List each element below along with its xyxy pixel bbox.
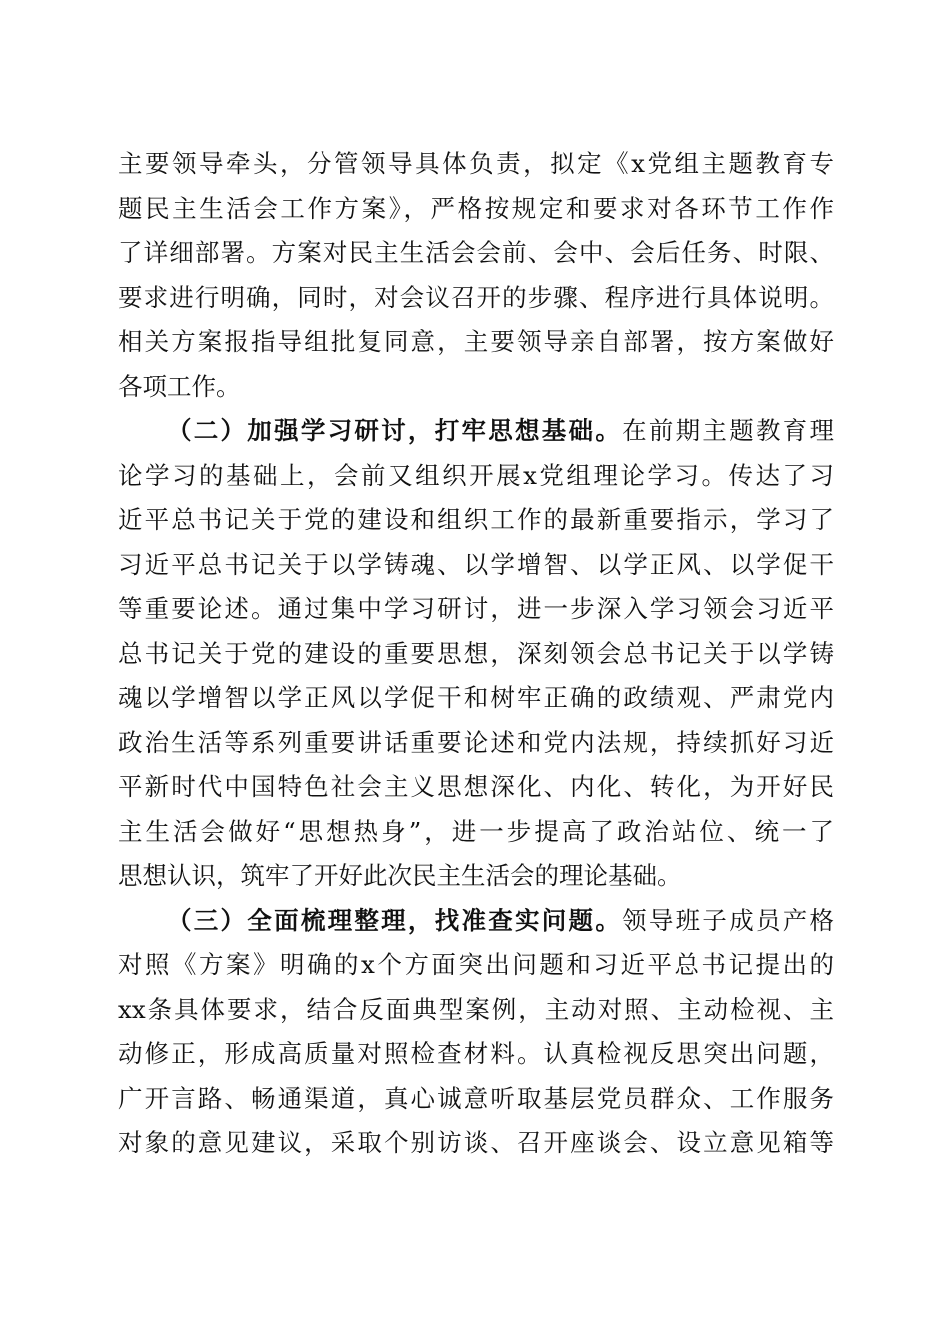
text-line: 对照《方案》明确的x个方面突出问题和习近平总书记提出的 xyxy=(118,950,834,979)
section-heading: （三）全面梳理整理，找准查实问题。 xyxy=(167,905,623,935)
text-line: 相关方案报指导组批复同意，主要领导亲自部署，按方案做好 xyxy=(118,327,834,356)
text-line: 总书记关于党的建设的重要思想，深刻领会总书记关于以学铸 xyxy=(118,638,834,668)
section-heading: （二）加强学习研讨，打牢思想基础。 xyxy=(167,416,623,445)
heading-trailing-text: 在前期主题教育理 xyxy=(622,416,835,445)
paragraph-3 xyxy=(118,899,834,1166)
paragraph-1 xyxy=(118,142,834,409)
text-line: 习近平总书记关于以学铸魂、以学增智、以学正风、以学促干 xyxy=(118,549,834,579)
text-line: 论学习的基础上，会前又组织开展x党组理论学习。传达了习 xyxy=(118,460,834,490)
text-line: xx条具体要求，结合反面典型案例，主动对照、主动检视、主 xyxy=(118,994,834,1024)
text-line: 等重要论述。通过集中学习研讨，进一步深入学习领会习近平 xyxy=(118,594,834,623)
text-line: 动修正，形成高质量对照检查材料。认真检视反思突出问题， xyxy=(118,1039,834,1068)
text-line: 近平总书记关于党的建设和组织工作的最新重要指示，学习了 xyxy=(118,505,834,534)
text-line: 魂以学增智以学正风以学促干和树牢正确的政绩观、严肃党内 xyxy=(118,683,834,712)
text-line: 广开言路、畅通渠道，真心诚意听取基层党员群众、工作服务 xyxy=(118,1083,834,1113)
text-line: 要求进行明确，同时，对会议召开的步骤、程序进行具体说明。 xyxy=(118,282,834,312)
text-line: 了详细部署。方案对民主生活会会前、会中、会后任务、时限、 xyxy=(118,238,834,267)
text-line: 政治生活等系列重要讲话重要论述和党内法规，持续抓好习近 xyxy=(118,727,834,757)
document-body xyxy=(118,142,834,1166)
heading-trailing-text: 领导班子成员产格 xyxy=(622,905,835,935)
paragraph-first-line xyxy=(118,409,834,454)
text-line: 主要领导牵头，分管领导具体负责，拟定《x党组主题教育专 xyxy=(118,149,834,178)
paragraph-2 xyxy=(118,409,834,899)
text-line: 主生活会做好“思想热身”，进一步提高了政治站位、统一了 xyxy=(118,816,834,846)
text-line: 各项工作。 xyxy=(118,371,241,401)
text-line: 题民主生活会工作方案》，严格按规定和要求对各环节工作作 xyxy=(118,193,834,223)
text-line: 平新时代中国特色社会主义思想深化、内化、转化，为开好民 xyxy=(118,772,834,801)
text-line: 对象的意见建议，采取个别访谈、召开座谈会、设立意见箱等 xyxy=(118,1128,834,1157)
paragraph-first-line xyxy=(118,899,834,944)
text-line: 思想认识，筑牢了开好此次民主生活会的理论基础。 xyxy=(118,861,682,890)
